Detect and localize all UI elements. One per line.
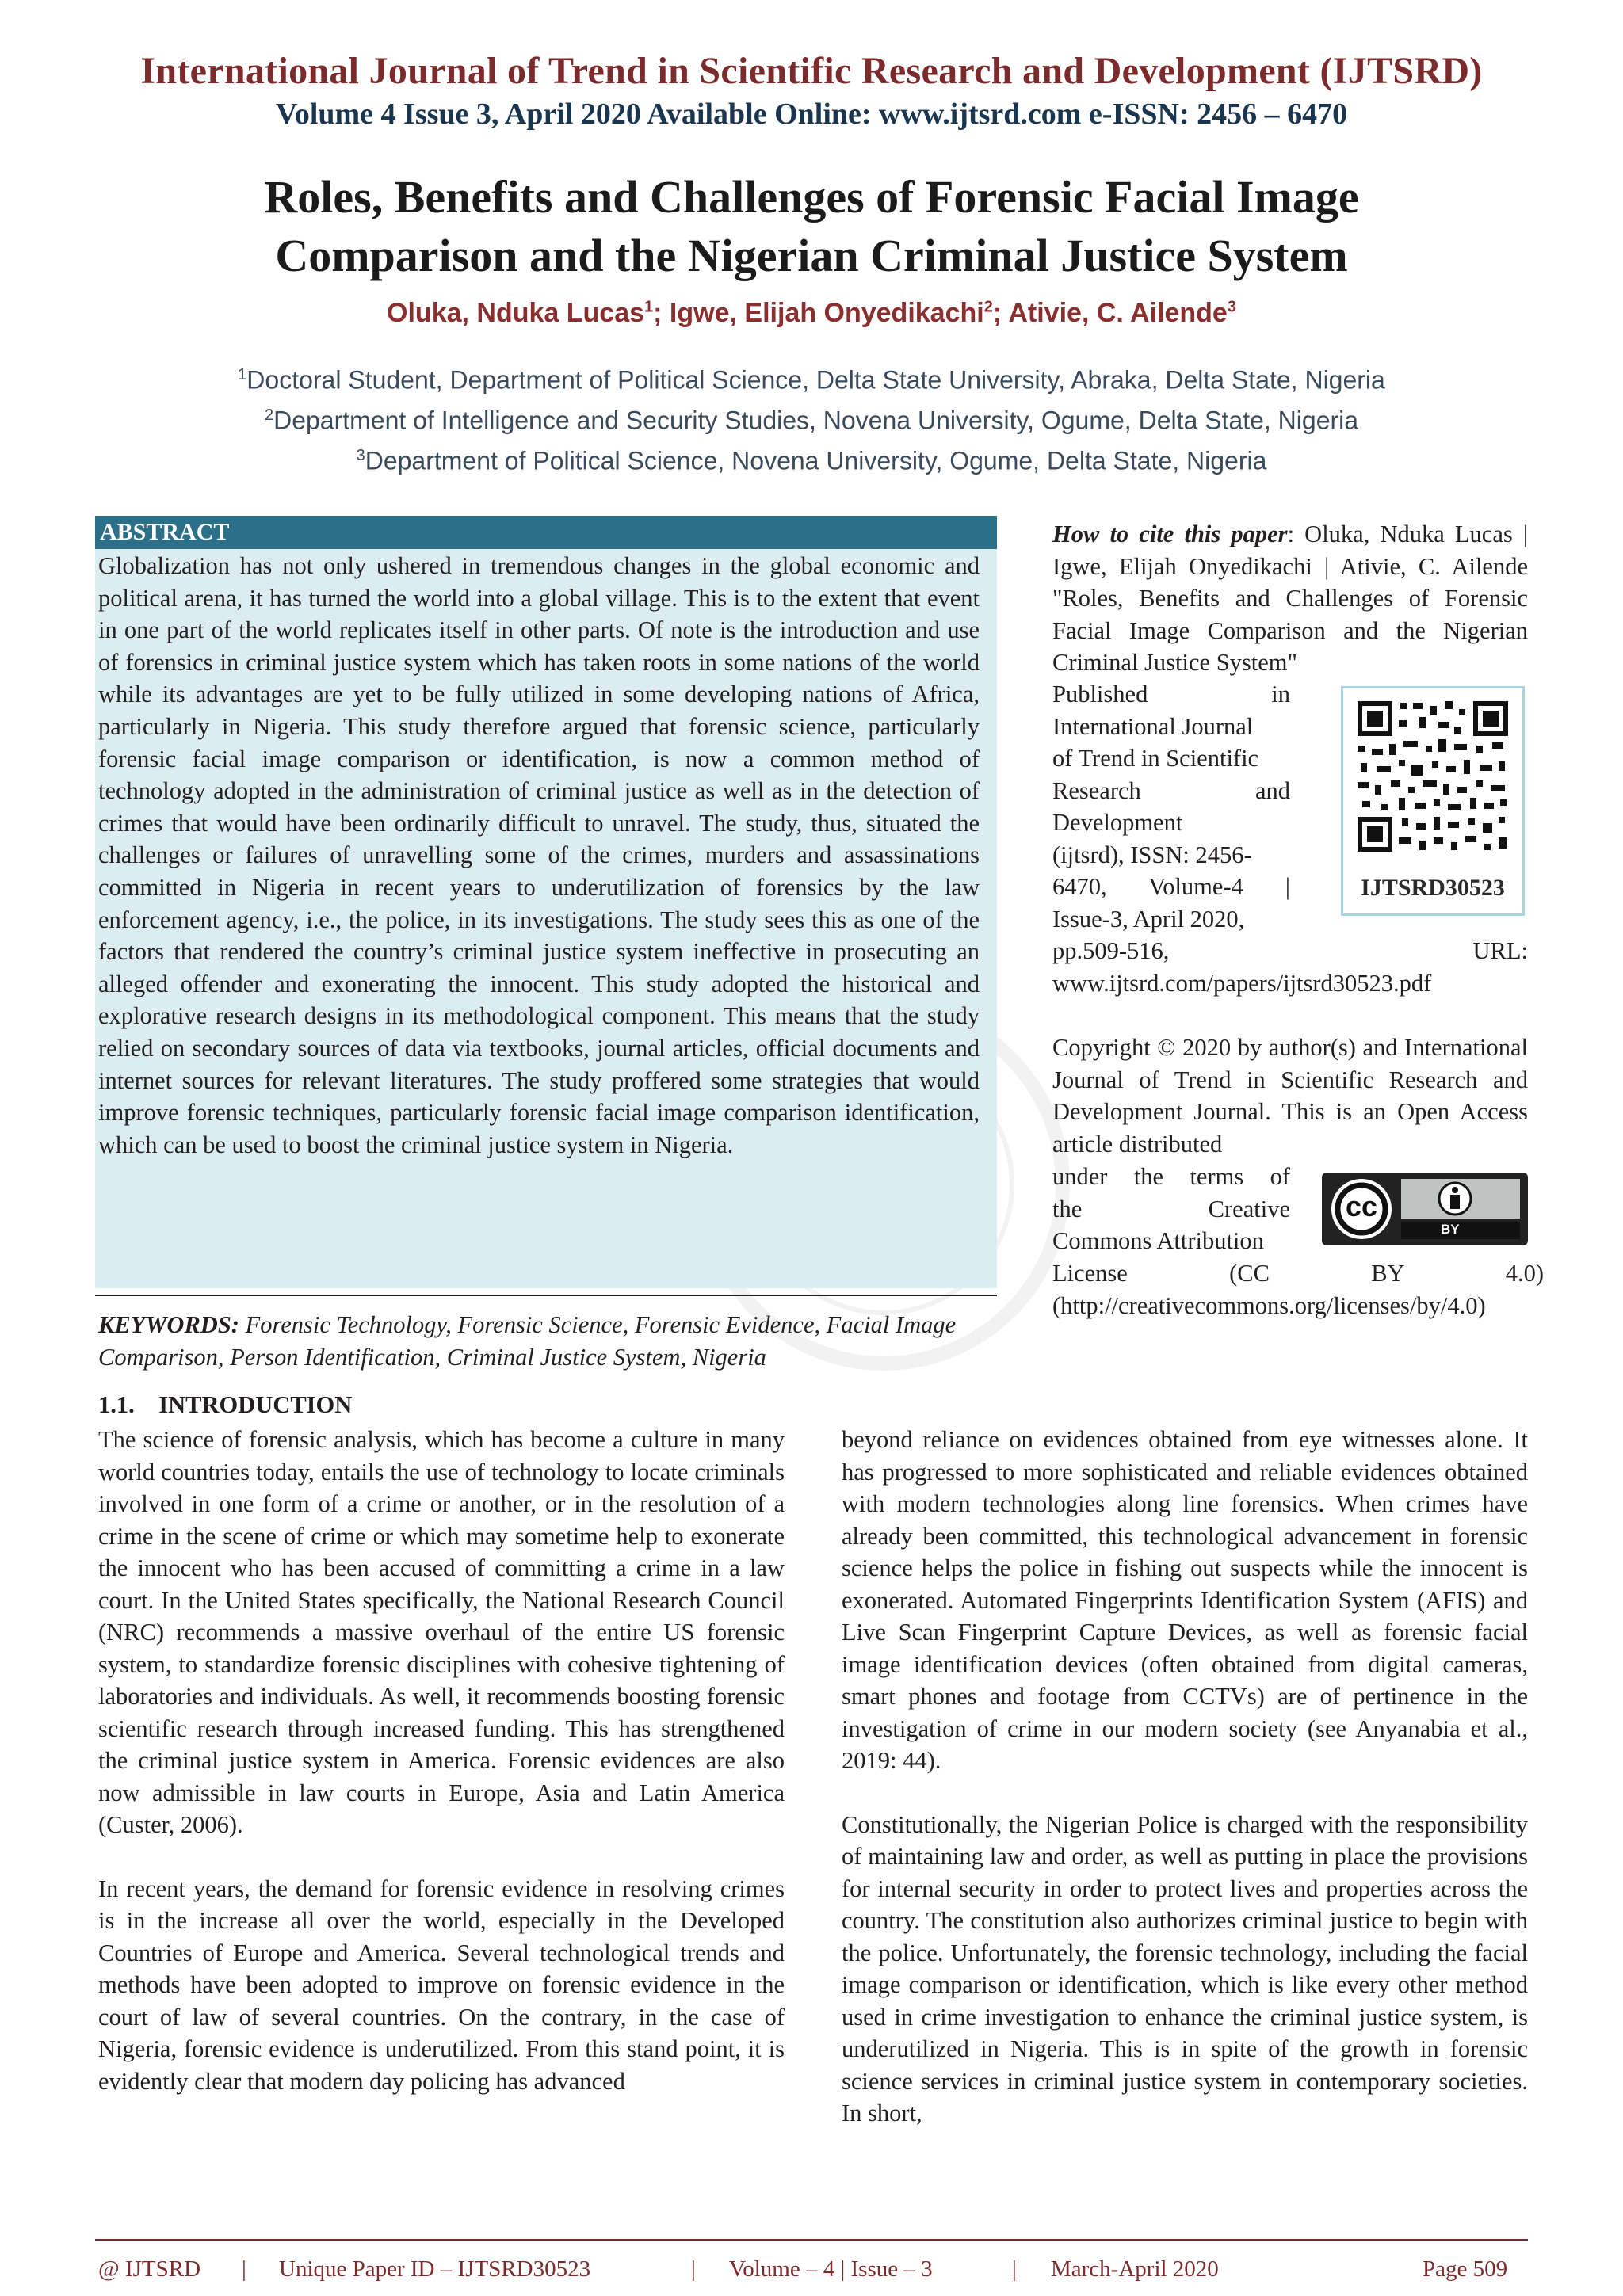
intro-paragraph: beyond reliance on evidences obtained from eye witnesses alone. It has progressed to more sophisticated and reliable evidences obtained with modern technologies along line forensics. When crimes have already been committed, this technological advancement in forensic science helps the police in fishing out suspects while the innocent is exonerated. Automated Fingerprints Identification System (AFIS) and Live Scan Fingerprint Capture Devices, as well as forensic facial image identification devices (often obtained from digital cameras, smart phones and footage from CCTVs) are of pertinence in the investigation of crime in our modern society (see Anyanabia et al., 2019: 44). <box>842 1426 1528 1774</box>
copyright-text: Copyright © 2020 by author(s) and International Journal of Trend in Scientific Research and Development Journal. This is an Open Access article distributed <box>1052 1034 1528 1158</box>
license-line: the Creative <box>1052 1195 1290 1222</box>
author-3-sup: 3 <box>1227 298 1236 316</box>
published-line: International Journal <box>1052 712 1254 740</box>
footer-page-number: Page 509 <box>1423 2256 1508 2282</box>
journal-title: International Journal of Trend in Scientific Research and Development (IJTSRD) <box>140 50 1483 92</box>
affiliation-1 <box>0 355 1623 401</box>
keywords <box>98 1309 1000 1373</box>
intro-paragraph: In recent years, the demand for forensic evidence in resolving crimes is in the increase all over the world, especially in the Developed Countries of Europe and America. Several technological trends and methods have been adopted to improve on forensic evidence in the court of law of several countries. On the contrary, in the case of Nigeria, forensic evidence is underutilized. From this stand point, it is evidently clear that modern day policing has advanced <box>98 1875 785 2095</box>
citation-text: : Oluka, Nduka Lucas | Igwe, Elijah Onyedikachi | Ativie, C. Ailende "Roles, Benefits and Challenges of Forensic Facial Image Comparison and the Nigerian Criminal Justice System" <box>1052 521 1528 676</box>
affiliation-3-sup: 3 <box>356 447 365 464</box>
copyright-license-text: License (CC BY 4.0) (http://creativecommons.org/licenses/by/4.0) <box>1052 1260 1544 1319</box>
affiliation-3-text: Department of Political Science, Novena University, Ogume, Delta State, Nigeria <box>365 446 1267 475</box>
footer-rule <box>95 2239 1528 2241</box>
license-line: Commons Attribution <box>1052 1227 1264 1254</box>
author-list <box>0 298 1623 329</box>
intro-right-column <box>842 1424 1528 2161</box>
published-line: Published in <box>1052 681 1290 707</box>
journal-subtitle: Volume 4 Issue 3, April 2020 Available Online: www.ijtsrd.com e-ISSN: 2456 – 6470 <box>275 97 1348 131</box>
published-line: Issue-3, April 2020, <box>1052 905 1245 933</box>
footer-separator: | <box>242 2256 246 2282</box>
published-line: of Trend in Scientific <box>1052 745 1259 772</box>
abstract-text: Globalization has not only ushered in tremendous changes in the global economic and political arena, it has turned the world into a global village. This is to the extent that event in one part of the world replicates itself in other parts. Of note is the introduction and use of forensics in criminal justice system which has taken roots in some nations of the world while its advantages are yet to be fully utilized in some developing nations of Africa, particularly in Nigeria. This study therefore argued that forensic science, particularly forensic facial image comparison or identification, is now a common method of technology adopted in the administration of criminal justice as well as in the detection of crimes that would have been ordinarily difficult to unravel. The study, thus, situated the challenges or failures of unravelling some of the crimes, murders and assassinations committed in Nigeria in recent years to underutilization of forensics by the law enforcement agency, i.e., the police, in its investigations. The study sees this as one of the factors that rendered the country’s criminal justice system ineffective in prosecuting an alleged offender and exonerating the innocent. This study adopted the historical and explorative research designs in its methodological component. This means that the study relied on secondary sources of data via textbooks, journal articles, official documents and internet sources for relevant literatures. The study proffered some strategies that would improve forensic techniques, particularly forensic facial image comparison identification, which can be used to boost the criminal justice system in Nigeria. <box>98 552 980 1158</box>
published-line: Development <box>1052 809 1183 836</box>
citation-published <box>1052 678 1290 935</box>
author-2-sup: 2 <box>983 298 993 316</box>
citation-pages: pp.509-516, URL: <box>1052 937 1528 964</box>
section-heading-introduction: 1.1. INTRODUCTION <box>98 1391 353 1418</box>
published-line: (ijtsrd), ISSN: 2456- <box>1052 841 1252 868</box>
copyright-license-lines <box>1052 1161 1290 1257</box>
paper-title-line2: Comparison and the Nigerian Criminal Justice System <box>275 230 1348 281</box>
footer-date: March-April 2020 <box>1051 2256 1219 2282</box>
affiliation-2-text: Department of Intelligence and Security Studies, Novena University, Ogume, Delta State, Nigeria <box>273 406 1359 435</box>
affiliation-1-sup: 1 <box>238 366 247 383</box>
cc-by-license-icon[interactable] <box>1322 1173 1528 1245</box>
intro-left-column <box>98 1424 785 2129</box>
affiliation-2-sup: 2 <box>264 406 274 424</box>
paper-title <box>0 168 1623 285</box>
published-line: Research and <box>1052 776 1290 804</box>
affiliation-2 <box>0 395 1623 441</box>
author-1: Oluka, Nduka Lucas <box>387 298 645 328</box>
cc-label: cc <box>1346 1190 1378 1222</box>
qr-paper-id: IJTSRD30523 <box>1361 875 1505 901</box>
by-label: BY <box>1441 1222 1460 1237</box>
citation-label: How to cite this paper <box>1052 521 1288 547</box>
intro-paragraph: Constitutionally, the Nigerian Police is charged with the responsibility of maintaining law and order, as well as putting in place the provisions for internal security in order to protect lives and properties across the country. The constitution also authorizes criminal justice to begin with the police. Unfortunately, the forensic technology, including the facial image comparison or identification, which is like every other method used in crime investigation to enhance the criminal justice system, is underutilized in Nigeria. This is in spite of the growth in forensic science services in criminal justice system in contemporary societies. In short, <box>842 1810 1528 2126</box>
abstract-divider <box>95 1295 997 1296</box>
author-3: ; Ativie, C. Ailende <box>992 298 1228 328</box>
footer-paper-id: Unique Paper ID – IJTSRD30523 <box>279 2256 591 2282</box>
footer-separator: | <box>691 2256 696 2282</box>
affiliation-3 <box>0 436 1623 482</box>
citation-intro <box>1052 518 1528 679</box>
author-1-sup: 1 <box>644 298 654 316</box>
license-line: under the terms of <box>1052 1163 1290 1190</box>
keywords-label: KEYWORDS: <box>98 1311 239 1338</box>
intro-paragraph: The science of forensic analysis, which has become a culture in many world countries today, entails the use of technology to locate criminals involved in one form of a crime or another, or in the resolution of a crime in the scene of crime or which may sometime help to exonerate the innocent who has been accused of committing a crime in a law court. In the United States specifically, the National Research Council (NRC) recommends a massive overhaul of the entire US forensic system, to standardize forensic disciplines with cohesive tightening of laboratories and individuals. As well, it recommends boosting forensic scientific research through increased funding. This has strengthened the criminal justice system in America. Forensic evidences are also now admissible in law courts in Europe, Asia and Latin America (Custer, 2006). <box>98 1426 785 1838</box>
keywords-text: Forensic Technology, Forensic Science, Forensic Evidence, Facial Image Comparison, Person Identification, Criminal Justice System, Nigeria <box>98 1311 957 1371</box>
footer-separator: | <box>1012 2256 1017 2282</box>
abstract-heading: ABSTRACT <box>95 516 997 549</box>
footer-publisher: @ IJTSRD <box>98 2256 201 2282</box>
paper-title-line1: Roles, Benefits and Challenges of Forensic Facial Image <box>264 171 1359 223</box>
footer-volume: Volume – 4 | Issue – 3 <box>729 2256 933 2282</box>
published-line: 6470, Volume-4 | <box>1052 873 1290 900</box>
citation-url[interactable]: www.ijtsrd.com/papers/ijtsrd30523.pdf <box>1052 970 1432 997</box>
affiliation-1-text: Doctoral Student, Department of Political Science, Delta State University, Abraka, Delta State, Nigeria <box>246 365 1385 395</box>
author-2: ; Igwe, Elijah Onyedikachi <box>653 298 984 328</box>
